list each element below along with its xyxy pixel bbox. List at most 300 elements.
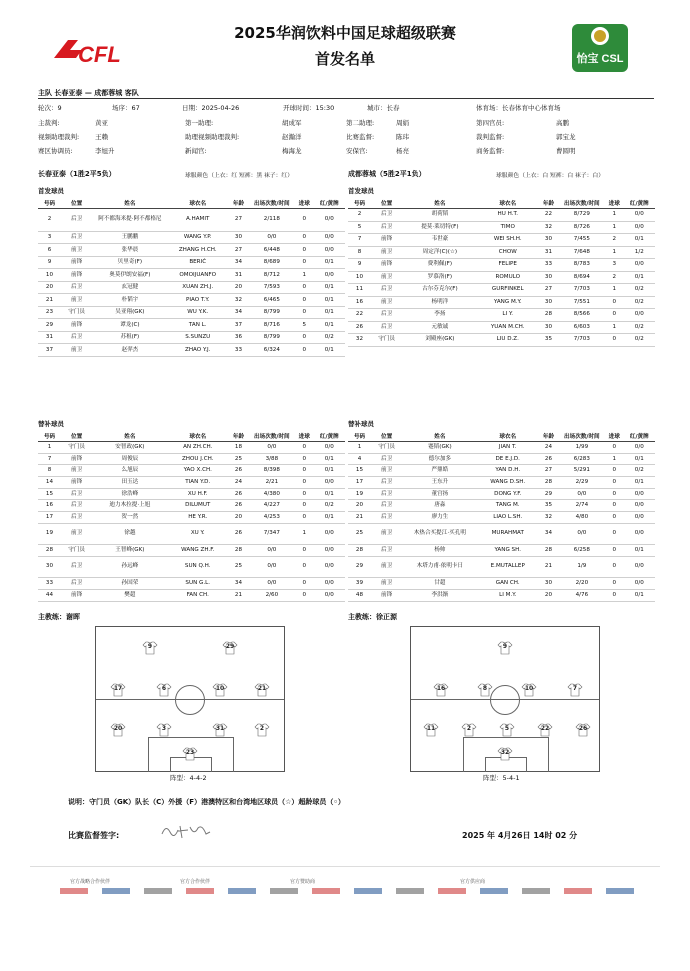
player-cell: 0: [295, 281, 314, 294]
player-cell: 前锋: [61, 256, 92, 269]
player-cell: 0: [605, 477, 624, 489]
player-cell: 0/0: [314, 589, 345, 601]
player-cell: 0/0: [249, 578, 295, 590]
official-name: 黄亚: [95, 119, 108, 127]
player-cell: 0: [605, 309, 624, 322]
player-cell: 0: [295, 344, 314, 357]
player-cell: 1: [605, 221, 624, 234]
column-header: 进球: [295, 431, 314, 442]
player-cell: 0/1: [314, 319, 345, 332]
player-cell: 0/0: [314, 231, 345, 244]
player-cell: 21: [348, 512, 371, 524]
official-name: 周娟: [396, 119, 409, 127]
shirt-number: 2: [259, 725, 265, 732]
player-cell: 谭龙(C): [92, 319, 167, 332]
player-cell: 7/455: [559, 234, 605, 247]
player-cell: 前锋: [61, 269, 92, 282]
player-cell: 0: [605, 500, 624, 512]
player-cell: 前锋: [371, 259, 402, 272]
player-cell: 0: [295, 556, 314, 577]
player-cell: 前锋: [371, 234, 402, 247]
player-cell: 严鼎皓: [402, 465, 477, 477]
player-cell: 0: [605, 512, 624, 524]
shirt-number: 22: [540, 725, 550, 732]
official-role: 第二助理:: [346, 119, 375, 127]
player-cell: 28: [538, 477, 559, 489]
player-cell: 前卫: [61, 523, 92, 544]
player-cell: 27: [538, 465, 559, 477]
column-header: 位置: [61, 198, 92, 209]
player-cell: 王智峰(GK): [92, 545, 167, 557]
player-cell: 前卫: [371, 465, 402, 477]
official-role: 商务监督:: [476, 147, 505, 155]
player-cell: 30: [38, 556, 61, 577]
player-cell: 1/99: [559, 442, 605, 454]
away-coach: 主教练：徐正源: [348, 613, 397, 621]
player-cell: 8: [38, 465, 61, 477]
player-cell: CHOW: [477, 246, 538, 259]
player-cell: XU H.F.: [167, 488, 228, 500]
sponsor-logo: [102, 888, 130, 894]
player-cell: 0: [605, 578, 624, 590]
player-cell: 前卫: [371, 296, 402, 309]
home-formation-pitch: [95, 626, 285, 772]
sponsor-logo: [438, 888, 466, 894]
column-header: 位置: [61, 431, 92, 442]
player-cell: YUAN M.CH.: [477, 321, 538, 334]
sponsor-logo: [396, 888, 424, 894]
player-cell: 迪力木拉提·上旭: [92, 500, 167, 512]
player-cell: 蹇韬(GK): [402, 442, 477, 454]
player-row: [348, 259, 655, 272]
player-cell: 0/2: [624, 465, 655, 477]
shirt-number: 23: [185, 749, 195, 756]
player-cell: JIAN T.: [477, 442, 538, 454]
player-cell: 贝里奇(F): [92, 256, 167, 269]
column-header: 出场次数/时间: [559, 431, 605, 442]
shirt-number: 11: [426, 725, 436, 732]
player-row: [38, 523, 345, 544]
league-title: 2025华润饮料中国足球超级联赛: [234, 24, 456, 42]
player-cell: 后卫: [61, 231, 92, 244]
player-cell: 0: [605, 589, 624, 601]
player-cell: 前锋: [61, 477, 92, 489]
player-row: [38, 488, 345, 500]
player-cell: 后卫: [61, 500, 92, 512]
player-cell: 8/712: [249, 269, 295, 282]
player-shirt: [423, 723, 439, 737]
player-cell: TAN L.: [167, 319, 228, 332]
player-cell: A.HAMIT: [167, 209, 228, 232]
player-cell: 35: [538, 500, 559, 512]
away-starters-label: 首发球员: [348, 187, 374, 195]
player-cell: 木热合买提江·买孔明: [402, 523, 477, 544]
player-cell: 9: [38, 256, 61, 269]
player-cell: 14: [38, 477, 61, 489]
away-kit: 球服颜色（上衣：白 短裤：白 袜子：白）: [496, 173, 605, 179]
player-cell: 守门员: [61, 545, 92, 557]
player-cell: 0: [295, 500, 314, 512]
player-cell: 孙远峰: [92, 556, 167, 577]
column-header: 年龄: [228, 198, 249, 209]
player-cell: 34: [538, 523, 559, 544]
player-cell: 杨帅: [402, 545, 477, 557]
official-name: 陈玮: [396, 133, 409, 141]
player-row: [38, 319, 345, 332]
player-cell: 0/1: [314, 465, 345, 477]
player-cell: 0/0: [249, 545, 295, 557]
city: 城市：长春: [367, 104, 400, 112]
player-shirt: [222, 641, 238, 655]
player-cell: 周定洋(C)(☆): [402, 246, 477, 259]
player-cell: 8/398: [249, 465, 295, 477]
player-cell: 前卫: [61, 465, 92, 477]
official-name: 胡成军: [282, 119, 302, 127]
player-cell: WANG D.SH.: [477, 477, 538, 489]
player-cell: 贺一然: [92, 512, 167, 524]
player-cell: 0/0: [314, 442, 345, 454]
player-cell: FELIPE: [477, 259, 538, 272]
shirt-number: 10: [215, 685, 225, 692]
player-row: [348, 309, 655, 322]
player-cell: 李扬: [402, 309, 477, 322]
column-header: 年龄: [228, 431, 249, 442]
player-cell: 17: [38, 512, 61, 524]
player-row: [38, 442, 345, 454]
player-cell: 0/0: [624, 209, 655, 222]
player-cell: 7: [348, 234, 371, 247]
player-cell: 37: [38, 344, 61, 357]
official-name: 梅海龙: [282, 147, 302, 155]
official-name: 郭宝龙: [556, 133, 576, 141]
player-cell: 0/0: [314, 477, 345, 489]
player-cell: 赵羿杰: [92, 344, 167, 357]
player-cell: 董宫扬: [402, 488, 477, 500]
player-cell: 0/1: [624, 271, 655, 284]
player-cell: 22: [348, 309, 371, 322]
player-cell: 后卫: [371, 545, 402, 557]
player-cell: 苏租(F): [92, 331, 167, 344]
player-cell: 0/2: [624, 296, 655, 309]
player-cell: 前卫: [371, 578, 402, 590]
column-header: 红/黄牌: [624, 198, 655, 209]
player-cell: 后卫: [371, 477, 402, 489]
lineup-subtitle: 首发名单: [314, 50, 375, 68]
player-row: [348, 453, 655, 465]
player-cell: 20: [38, 281, 61, 294]
home-subs-table: [38, 431, 345, 602]
player-cell: 26: [228, 465, 249, 477]
player-cell: 8/726: [559, 221, 605, 234]
player-cell: 0/0: [314, 556, 345, 577]
shirt-number: 32: [500, 749, 510, 756]
player-cell: 阿不都海米提·阿不都格尼: [92, 209, 167, 232]
player-cell: 1: [605, 246, 624, 259]
player-cell: 29: [538, 488, 559, 500]
player-cell: 4/80: [559, 512, 605, 524]
column-header: 年龄: [538, 431, 559, 442]
player-row: [348, 334, 655, 347]
player-cell: 27: [228, 209, 249, 232]
player-cell: 34: [228, 578, 249, 590]
player-row: [38, 512, 345, 524]
center-circle: [490, 685, 520, 715]
player-cell: 前卫: [61, 344, 92, 357]
player-row: [38, 256, 345, 269]
signature-time: 2025 年 4月26日 14时 02 分: [462, 831, 578, 840]
match-teams: 主队 长春亚泰 — 成都蓉城 客队: [38, 89, 139, 97]
player-row: [38, 231, 345, 244]
player-cell: 30: [538, 271, 559, 284]
player-cell: 0: [295, 453, 314, 465]
player-row: [38, 331, 345, 344]
official-name: 王赖: [95, 133, 108, 141]
player-cell: 2: [605, 234, 624, 247]
player-cell: 36: [228, 331, 249, 344]
player-cell: 0/0: [624, 309, 655, 322]
player-row: [38, 209, 345, 232]
player-cell: WEI SH.H.: [477, 234, 538, 247]
official-role: 第一助理:: [185, 119, 214, 127]
player-row: [348, 500, 655, 512]
player-cell: 0: [295, 256, 314, 269]
player-cell: 5/291: [559, 465, 605, 477]
player-cell: 守门员: [61, 306, 92, 319]
player-row: [38, 589, 345, 601]
official-role: 助理视频助理裁判:: [185, 133, 240, 141]
player-cell: 0/0: [314, 244, 345, 257]
player-shirt: [521, 683, 537, 697]
player-cell: 34: [228, 256, 249, 269]
player-cell: 守门员: [371, 334, 402, 347]
player-cell: 9: [348, 259, 371, 272]
player-shirt: [212, 683, 228, 697]
player-cell: 前卫: [371, 271, 402, 284]
player-cell: 0/0: [314, 269, 345, 282]
player-cell: 28: [38, 545, 61, 557]
column-header: 出场次数/时间: [559, 198, 605, 209]
player-cell: 前卫: [371, 523, 402, 544]
player-cell: 25: [228, 453, 249, 465]
player-cell: 24: [228, 477, 249, 489]
player-cell: 1: [605, 321, 624, 334]
player-cell: 2/118: [249, 209, 295, 232]
player-cell: 0/0: [624, 442, 655, 454]
sponsor-tier-3: 官方赞助商: [290, 879, 316, 885]
player-cell: 3: [38, 231, 61, 244]
player-cell: 后卫: [61, 331, 92, 344]
player-cell: 0: [295, 512, 314, 524]
player-cell: 32: [348, 334, 371, 347]
player-cell: 0: [605, 465, 624, 477]
player-cell: 26: [538, 453, 559, 465]
player-cell: 0: [295, 488, 314, 500]
official-role: 新闻官:: [185, 147, 207, 155]
sponsor-logo: [228, 888, 256, 894]
player-cell: 费利佩(F): [402, 259, 477, 272]
column-header: 球衣名: [477, 431, 538, 442]
field-order: 场序：67: [112, 104, 140, 112]
player-cell: 甘超: [402, 578, 477, 590]
player-cell: 34: [228, 306, 249, 319]
away-formation: 阵型：5-4-1: [483, 774, 520, 782]
official-role: 比赛监督:: [346, 133, 375, 141]
player-cell: 0: [605, 442, 624, 454]
player-cell: 后卫: [371, 321, 402, 334]
player-cell: 0: [295, 589, 314, 601]
player-cell: 17: [348, 477, 371, 489]
shirt-number: 9: [147, 643, 153, 650]
player-cell: 8/694: [559, 271, 605, 284]
player-cell: 木塔力甫·依明卡日: [402, 556, 477, 577]
player-cell: 27: [228, 244, 249, 257]
player-cell: 吴亚翔(GK): [92, 306, 167, 319]
player-cell: 33: [538, 259, 559, 272]
player-cell: 0/1: [624, 589, 655, 601]
player-cell: 王鹏鹏: [92, 231, 167, 244]
column-header: 出场次数/时间: [249, 198, 295, 209]
player-cell: 0/2: [624, 284, 655, 297]
player-cell: 0/1: [624, 477, 655, 489]
player-cell: 6/465: [249, 294, 295, 307]
player-cell: DE E.J.D.: [477, 453, 538, 465]
player-cell: 33: [38, 578, 61, 590]
player-shirt: [499, 723, 515, 737]
player-cell: 孙国荣: [92, 578, 167, 590]
player-shirt: [497, 641, 513, 655]
signature-label: 比赛监督签字:: [68, 831, 120, 840]
player-cell: TIMO: [477, 221, 538, 234]
player-cell: 0/0: [314, 545, 345, 557]
player-shirt: [182, 747, 198, 761]
player-cell: 0: [295, 231, 314, 244]
player-shirt: [110, 683, 126, 697]
player-cell: 0/0: [559, 523, 605, 544]
sponsor-divider: [30, 866, 660, 867]
player-cell: 4: [348, 453, 371, 465]
player-cell: 0/0: [624, 500, 655, 512]
player-cell: 25: [348, 523, 371, 544]
player-row: [348, 512, 655, 524]
player-row: [348, 234, 655, 247]
player-cell: 守门员: [61, 442, 92, 454]
player-cell: 后卫: [371, 512, 402, 524]
player-cell: 2/60: [249, 589, 295, 601]
player-cell: 7/648: [559, 246, 605, 259]
player-cell: 廖力生: [402, 512, 477, 524]
player-cell: DONG Y.F.: [477, 488, 538, 500]
player-cell: 古尔芬克尔(F): [402, 284, 477, 297]
player-cell: 后卫: [371, 309, 402, 322]
column-header: 进球: [605, 431, 624, 442]
official-role: 第四官员:: [476, 119, 505, 127]
player-shirt: [254, 683, 270, 697]
column-header: 号码: [38, 431, 61, 442]
player-cell: 0/2: [314, 500, 345, 512]
player-cell: S.SUNZU: [167, 331, 228, 344]
player-row: [348, 296, 655, 309]
player-cell: 24: [538, 442, 559, 454]
player-row: [348, 523, 655, 544]
player-cell: SUN Q.H.: [167, 556, 228, 577]
player-cell: XU Y.: [167, 523, 228, 544]
player-row: [348, 221, 655, 234]
player-cell: 0: [295, 306, 314, 319]
player-cell: 0/0: [249, 231, 295, 244]
player-cell: 31: [538, 246, 559, 259]
player-cell: 19: [348, 488, 371, 500]
player-cell: 8/729: [559, 209, 605, 222]
column-header: 进球: [605, 198, 624, 209]
sponsor-tier-1: 官方战略合作伙伴: [70, 879, 111, 885]
player-cell: 前锋: [371, 589, 402, 601]
player-cell: 7/551: [559, 296, 605, 309]
player-cell: 23: [38, 306, 61, 319]
player-cell: 0/1: [624, 453, 655, 465]
player-cell: OMOIJUANFO: [167, 269, 228, 282]
player-cell: 6/448: [249, 244, 295, 257]
cfl-logo-text: CFL: [78, 42, 121, 67]
player-cell: 31: [38, 331, 61, 344]
player-cell: 15: [38, 488, 61, 500]
player-cell: 6/603: [559, 321, 605, 334]
player-row: [348, 465, 655, 477]
player-cell: 田玉达: [92, 477, 167, 489]
player-cell: 安智政(GK): [92, 442, 167, 454]
player-cell: 0/0: [624, 221, 655, 234]
player-cell: 后卫: [371, 488, 402, 500]
player-cell: 10: [38, 269, 61, 282]
official-role: 安保官:: [346, 147, 368, 155]
shirt-number: 26: [578, 725, 588, 732]
home-kit: 球服颜色（上衣：红 短裤：黑 袜子：红）: [185, 173, 294, 179]
player-cell: AN ZH.CH.: [167, 442, 228, 454]
player-cell: WANG ZH.F.: [167, 545, 228, 557]
player-cell: SUN G.L.: [167, 578, 228, 590]
shirt-number: 5: [504, 725, 510, 732]
player-cell: 7/703: [559, 284, 605, 297]
player-row: [38, 281, 345, 294]
player-row: [348, 442, 655, 454]
player-cell: 后卫: [61, 556, 92, 577]
player-cell: 0/0: [559, 488, 605, 500]
player-shirt: [156, 683, 172, 697]
player-cell: 1/9: [559, 556, 605, 577]
player-cell: HU H.T.: [477, 209, 538, 222]
player-cell: ZHOU J.CH.: [167, 453, 228, 465]
player-cell: 0: [295, 294, 314, 307]
player-cell: 48: [348, 589, 371, 601]
player-cell: 1: [348, 442, 371, 454]
shirt-number: 10: [524, 685, 534, 692]
player-cell: 28: [538, 545, 559, 557]
player-cell: 奥莫伊朗安福(F): [92, 269, 167, 282]
player-row: [38, 244, 345, 257]
player-row: [348, 589, 655, 601]
column-header: 位置: [371, 198, 402, 209]
player-row: [38, 269, 345, 282]
player-cell: 0/0: [624, 512, 655, 524]
player-cell: HE Y.R.: [167, 512, 228, 524]
player-cell: 0/1: [314, 306, 345, 319]
player-cell: 8: [348, 246, 371, 259]
player-cell: 1: [295, 269, 314, 282]
column-header: 出场次数/时间: [249, 431, 295, 442]
player-cell: 0/0: [624, 578, 655, 590]
player-cell: 21: [38, 294, 61, 307]
player-cell: 29: [38, 319, 61, 332]
official-role: 主裁判:: [38, 119, 60, 127]
